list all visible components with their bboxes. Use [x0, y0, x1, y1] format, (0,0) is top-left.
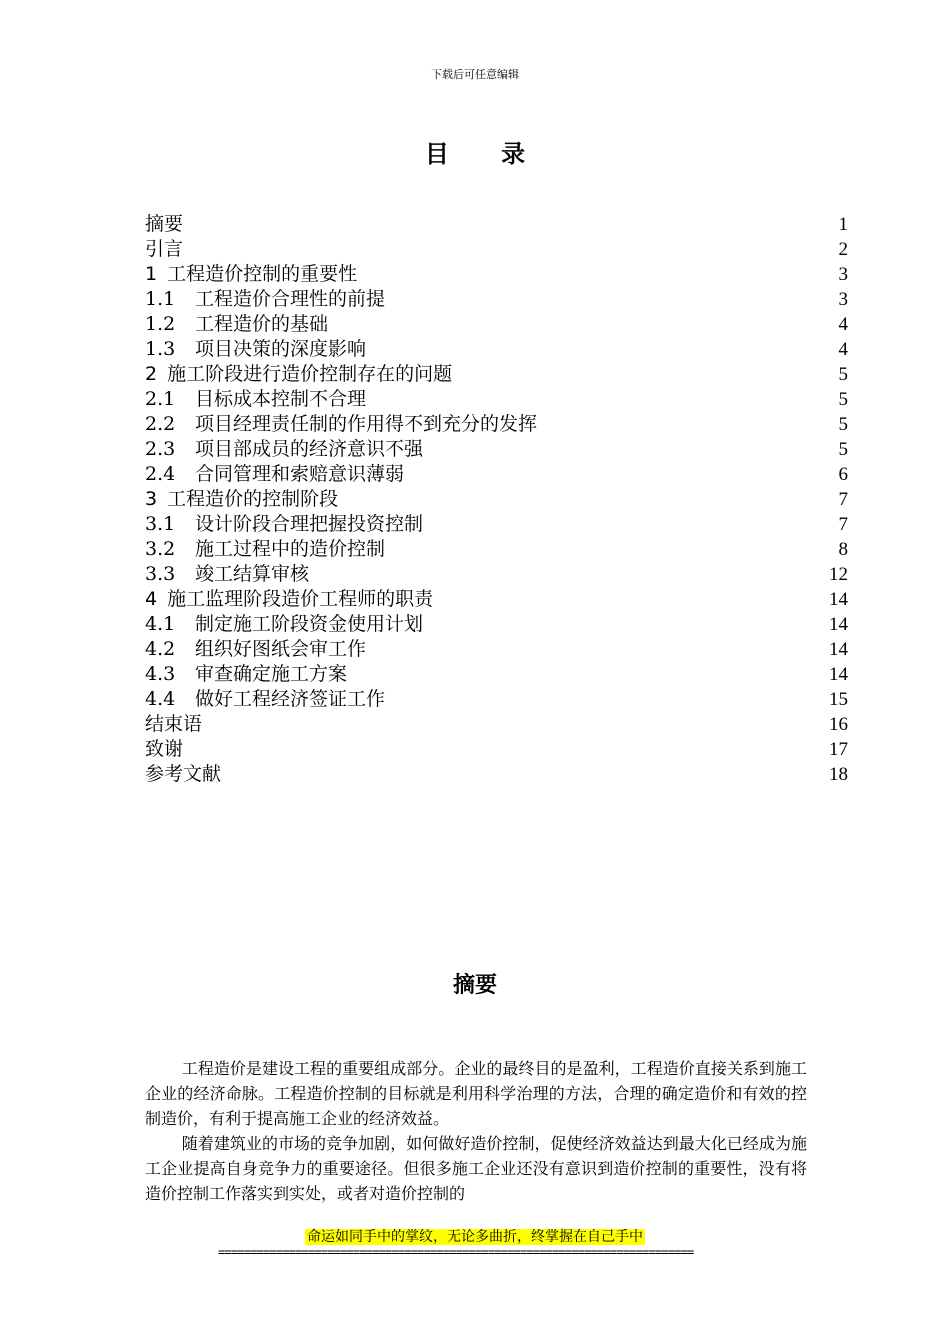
toc-entry-label [145, 487, 338, 512]
toc-entry-page: 4 [838, 339, 848, 360]
toc-entry[interactable] [145, 462, 848, 487]
toc-entry-text: 参考文献 [145, 763, 222, 785]
toc-entry-page: 4 [838, 314, 848, 335]
toc-entry[interactable] [145, 362, 848, 387]
footer-rule: ========================================================================== [218, 1245, 694, 1259]
toc-entry-label [145, 237, 183, 262]
footer-quote-text: 命运如同手中的掌纹，无论多曲折，终掌握在自己手中 [307, 1229, 643, 1245]
toc-entry-page: 14 [829, 614, 848, 635]
toc-entry-number: 2 [145, 363, 158, 385]
toc-entry-label [145, 662, 347, 687]
toc-entry-text: 项目经理责任制的作用得不到充分的发挥 [195, 413, 538, 435]
toc-entry-label [145, 587, 433, 612]
table-of-contents [145, 212, 848, 787]
abstract-body [145, 1056, 807, 1206]
toc-entry[interactable] [145, 412, 848, 437]
toc-entry-text: 工程造价的控制阶段 [167, 488, 339, 510]
toc-entry-page: 14 [829, 664, 848, 685]
toc-entry[interactable] [145, 387, 848, 412]
toc-entry-number: 4.4 [145, 688, 176, 710]
toc-entry-text: 工程造价合理性的前提 [195, 288, 386, 310]
abstract-title: 摘要 [452, 973, 497, 998]
toc-entry-label [145, 412, 537, 437]
toc-entry-text: 结束语 [145, 713, 203, 735]
toc-entry-label [145, 212, 183, 237]
toc-entry-number: 3.3 [145, 563, 176, 585]
toc-entry-label [145, 687, 385, 712]
toc-entry-page: 1 [838, 214, 848, 235]
toc-entry-label [145, 462, 404, 487]
toc-entry-text: 工程造价的基础 [195, 313, 329, 335]
toc-entry-number: 3.2 [145, 538, 176, 560]
abstract-paragraph: 随着建筑业的市场的竞争加剧，如何做好造价控制，促使经济效益达到最大化已经成为施工企业提高自身竞争力的重要途径。但很多施工企业还没有意识到造价控制的重要性，没有将造价控制工作落实到实处，或者对造价控制的 [145, 1134, 807, 1203]
toc-entry-text: 项目部成员的经济意识不强 [195, 438, 424, 460]
toc-entry-page: 2 [838, 239, 848, 260]
header-note: 下载后可任意编辑 [431, 68, 519, 81]
toc-entry-text: 竣工结算审核 [195, 563, 310, 585]
toc-entry-page: 7 [838, 514, 848, 535]
toc-entry[interactable] [145, 712, 848, 737]
toc-entry-label [145, 712, 202, 737]
toc-title: 目 录 [424, 140, 548, 168]
toc-entry-text: 项目决策的深度影响 [195, 338, 367, 360]
toc-entry-number: 1 [145, 263, 158, 285]
toc-entry-page: 6 [838, 464, 848, 485]
toc-entry-label [145, 637, 366, 662]
abstract-paragraph: 工程造价是建设工程的重要组成部分。企业的最终目的是盈利，工程造价直接关系到施工企业的经济命脉。工程造价控制的目标就是利用科学治理的方法，合理的确定造价和有效的控制造价，有利于提高施工企业的经济效益。 [145, 1059, 807, 1128]
toc-entry-page: 7 [838, 489, 848, 510]
toc-entry-page: 15 [829, 689, 848, 710]
toc-entry[interactable] [145, 762, 848, 787]
toc-entry[interactable] [145, 437, 848, 462]
toc-entry[interactable] [145, 612, 848, 637]
toc-entry-number: 1.1 [145, 288, 176, 310]
toc-entry[interactable] [145, 337, 848, 362]
toc-entry-number: 4.1 [145, 613, 176, 635]
toc-entry-label [145, 362, 452, 387]
toc-entry-page: 14 [829, 639, 848, 660]
toc-entry-number: 3 [145, 488, 158, 510]
toc-entry-page: 5 [838, 414, 848, 435]
toc-entry-label [145, 312, 328, 337]
toc-entry-text: 施工阶段进行造价控制存在的问题 [167, 363, 453, 385]
toc-entry[interactable] [145, 512, 848, 537]
toc-entry-text: 施工监理阶段造价工程师的职责 [167, 588, 434, 610]
toc-entry-number: 4.3 [145, 663, 176, 685]
toc-entry-text: 摘要 [145, 213, 184, 235]
toc-entry-text: 施工过程中的造价控制 [195, 538, 386, 560]
toc-entry-label [145, 337, 366, 362]
toc-entry-label [145, 762, 221, 787]
toc-entry-text: 制定施工阶段资金使用计划 [195, 613, 424, 635]
toc-entry[interactable] [145, 537, 848, 562]
toc-entry-label [145, 512, 423, 537]
toc-entry-page: 16 [829, 714, 848, 735]
toc-entry[interactable] [145, 237, 848, 262]
toc-entry[interactable] [145, 587, 848, 612]
toc-entry-number: 1.2 [145, 313, 176, 335]
toc-entry-page: 17 [829, 739, 848, 760]
toc-entry-label [145, 537, 385, 562]
toc-entry-label [145, 562, 309, 587]
footer-quote [0, 1226, 950, 1246]
toc-entry-number: 4 [145, 588, 158, 610]
toc-entry[interactable] [145, 662, 848, 687]
toc-entry-text: 做好工程经济签证工作 [195, 688, 386, 710]
toc-entry[interactable] [145, 737, 848, 762]
toc-entry-page: 8 [838, 539, 848, 560]
toc-entry-label [145, 437, 423, 462]
toc-entry[interactable] [145, 687, 848, 712]
toc-entry-text: 致谢 [145, 738, 184, 760]
toc-entry[interactable] [145, 312, 848, 337]
toc-entry[interactable] [145, 262, 848, 287]
toc-entry-page: 12 [829, 564, 848, 585]
toc-entry-number: 1.3 [145, 338, 176, 360]
toc-entry-page: 5 [838, 364, 848, 385]
toc-entry-text: 工程造价控制的重要性 [167, 263, 358, 285]
toc-entry-label [145, 262, 357, 287]
toc-entry[interactable] [145, 487, 848, 512]
toc-entry[interactable] [145, 562, 848, 587]
toc-entry-text: 设计阶段合理把握投资控制 [195, 513, 424, 535]
toc-entry-number: 3.1 [145, 513, 176, 535]
toc-entry[interactable] [145, 212, 848, 237]
toc-entry-number: 2.3 [145, 438, 176, 460]
toc-entry-label [145, 737, 183, 762]
toc-entry-page: 3 [838, 264, 848, 285]
toc-entry-page: 3 [838, 289, 848, 310]
toc-entry-text: 引言 [145, 238, 184, 260]
toc-entry-number: 2.2 [145, 413, 176, 435]
toc-entry[interactable] [145, 287, 848, 312]
toc-entry-text: 组织好图纸会审工作 [195, 638, 367, 660]
toc-entry-number: 4.2 [145, 638, 176, 660]
toc-entry-number: 2.4 [145, 463, 176, 485]
toc-entry-page: 14 [829, 589, 848, 610]
toc-entry-page: 18 [829, 764, 848, 785]
toc-entry-label [145, 612, 423, 637]
toc-entry-label [145, 287, 385, 312]
toc-entry-page: 5 [838, 389, 848, 410]
toc-entry-text: 审查确定施工方案 [195, 663, 348, 685]
toc-entry-page: 5 [838, 439, 848, 460]
toc-entry-number: 2.1 [145, 388, 176, 410]
toc-entry[interactable] [145, 637, 848, 662]
toc-entry-text: 合同管理和索赔意识薄弱 [195, 463, 405, 485]
toc-entry-text: 目标成本控制不合理 [195, 388, 367, 410]
toc-entry-label [145, 387, 366, 412]
